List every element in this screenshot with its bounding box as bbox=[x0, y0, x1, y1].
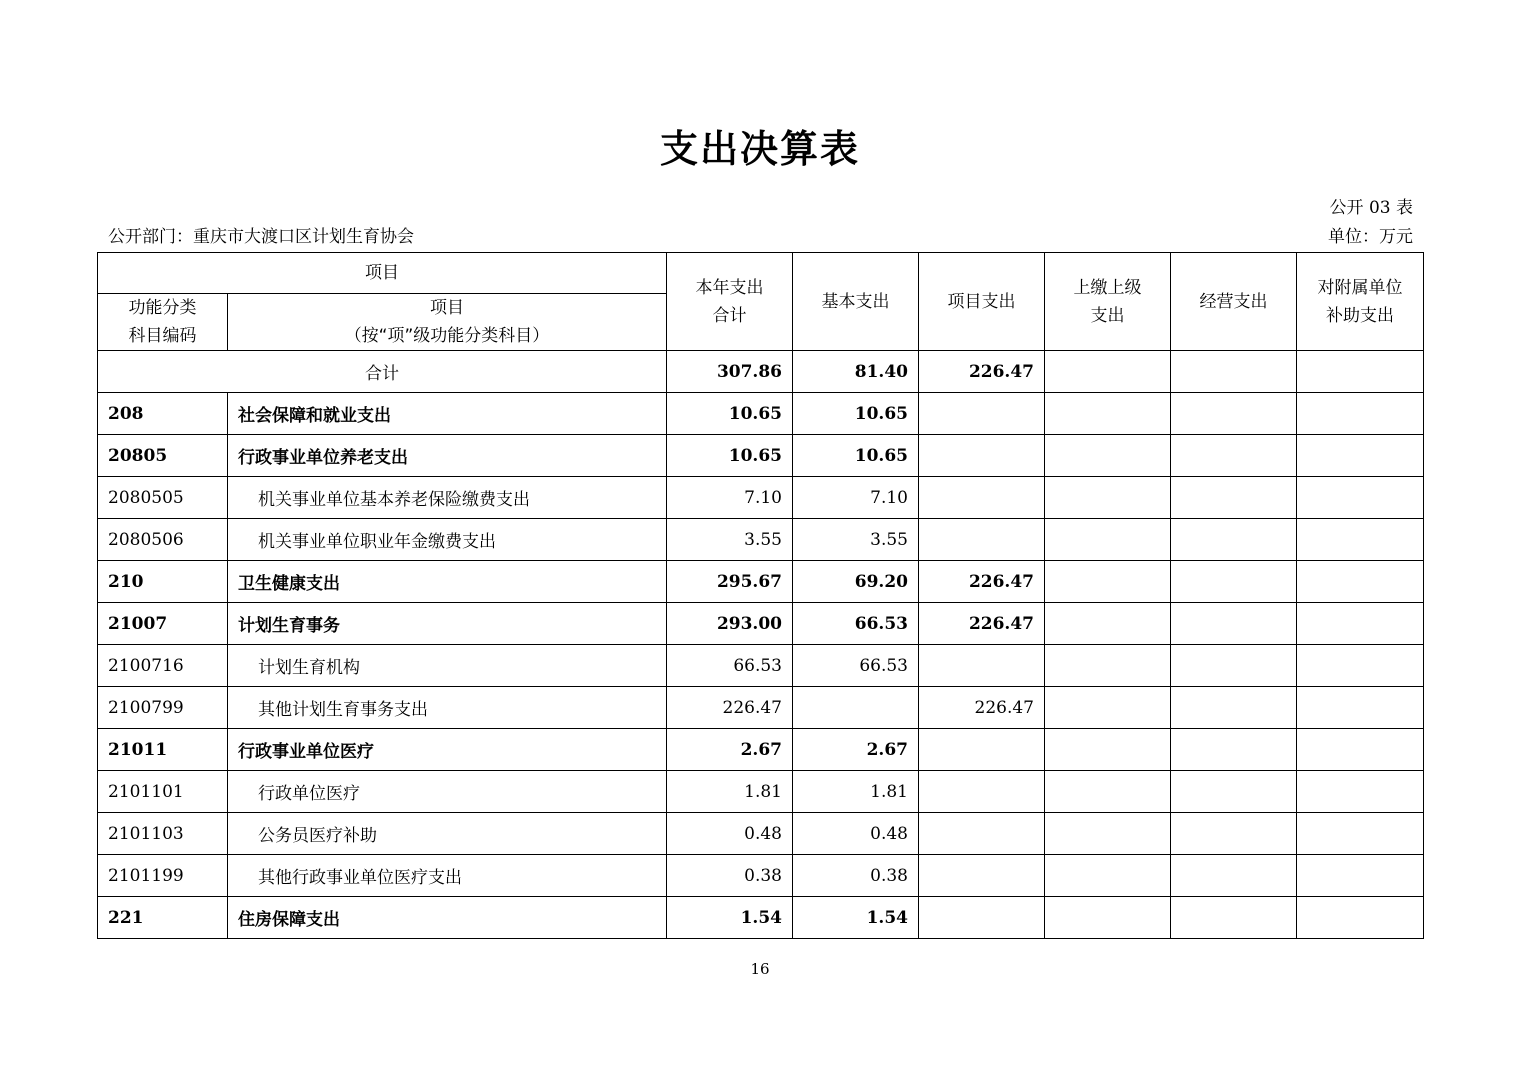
row-business bbox=[1171, 519, 1297, 561]
table-row bbox=[98, 813, 1424, 855]
table-row bbox=[98, 729, 1424, 771]
row-subsidy bbox=[1297, 729, 1424, 771]
row-business bbox=[1171, 561, 1297, 603]
row-superior bbox=[1045, 729, 1171, 771]
row-name: 行政单位医疗 bbox=[228, 771, 667, 813]
row-subsidy bbox=[1297, 393, 1424, 435]
row-basic: 66.53 bbox=[793, 603, 919, 645]
row-name: 社会保障和就业支出 bbox=[228, 393, 667, 435]
row-total: 293.00 bbox=[667, 603, 793, 645]
row-subsidy bbox=[1297, 435, 1424, 477]
row-code: 2100716 bbox=[98, 645, 228, 687]
row-business bbox=[1171, 603, 1297, 645]
row-project bbox=[919, 477, 1045, 519]
row-basic: 1.54 bbox=[793, 897, 919, 939]
row-total: 3.55 bbox=[667, 519, 793, 561]
row-total: 0.48 bbox=[667, 813, 793, 855]
page-title: 支出决算表 bbox=[659, 127, 860, 171]
total-row bbox=[98, 351, 1424, 393]
total-subsidy bbox=[1297, 351, 1424, 393]
row-subsidy bbox=[1297, 645, 1424, 687]
row-name: 机关事业单位基本养老保险缴费支出 bbox=[228, 477, 667, 519]
row-subsidy bbox=[1297, 813, 1424, 855]
table-row bbox=[98, 603, 1424, 645]
row-code: 2080505 bbox=[98, 477, 228, 519]
row-business bbox=[1171, 813, 1297, 855]
table-row bbox=[98, 687, 1424, 729]
header-subsidy: 对附属单位 补助支出 bbox=[1297, 253, 1424, 351]
row-subsidy bbox=[1297, 687, 1424, 729]
row-subsidy bbox=[1297, 561, 1424, 603]
row-business bbox=[1171, 393, 1297, 435]
row-name: 卫生健康支出 bbox=[228, 561, 667, 603]
row-business bbox=[1171, 477, 1297, 519]
row-project bbox=[919, 771, 1045, 813]
row-superior bbox=[1045, 687, 1171, 729]
row-total: 1.54 bbox=[667, 897, 793, 939]
row-code: 21007 bbox=[98, 603, 228, 645]
row-total: 1.81 bbox=[667, 771, 793, 813]
row-basic: 69.20 bbox=[793, 561, 919, 603]
table-row bbox=[98, 435, 1424, 477]
header-total: 本年支出 合计 bbox=[667, 253, 793, 351]
row-code: 221 bbox=[98, 897, 228, 939]
row-basic: 10.65 bbox=[793, 393, 919, 435]
total-project: 226.47 bbox=[919, 351, 1045, 393]
row-project bbox=[919, 897, 1045, 939]
row-superior bbox=[1045, 477, 1171, 519]
row-total: 7.10 bbox=[667, 477, 793, 519]
row-subsidy bbox=[1297, 855, 1424, 897]
table-row bbox=[98, 771, 1424, 813]
row-code: 2101101 bbox=[98, 771, 228, 813]
row-name: 行政事业单位养老支出 bbox=[228, 435, 667, 477]
row-total: 295.67 bbox=[667, 561, 793, 603]
row-code: 2100799 bbox=[98, 687, 228, 729]
row-subsidy bbox=[1297, 603, 1424, 645]
row-basic: 0.48 bbox=[793, 813, 919, 855]
table-row bbox=[98, 855, 1424, 897]
row-project: 226.47 bbox=[919, 561, 1045, 603]
row-superior bbox=[1045, 393, 1171, 435]
row-superior bbox=[1045, 603, 1171, 645]
row-code: 2101103 bbox=[98, 813, 228, 855]
row-business bbox=[1171, 729, 1297, 771]
row-superior bbox=[1045, 519, 1171, 561]
row-name: 其他计划生育事务支出 bbox=[228, 687, 667, 729]
row-total: 10.65 bbox=[667, 435, 793, 477]
row-basic: 1.81 bbox=[793, 771, 919, 813]
total-label: 合计 bbox=[98, 351, 667, 393]
row-code: 20805 bbox=[98, 435, 228, 477]
row-business bbox=[1171, 645, 1297, 687]
total-amount: 307.86 bbox=[667, 351, 793, 393]
row-business bbox=[1171, 855, 1297, 897]
row-subsidy bbox=[1297, 477, 1424, 519]
total-basic: 81.40 bbox=[793, 351, 919, 393]
row-project bbox=[919, 393, 1045, 435]
row-project bbox=[919, 813, 1045, 855]
row-business bbox=[1171, 897, 1297, 939]
row-project bbox=[919, 519, 1045, 561]
header-basic: 基本支出 bbox=[793, 253, 919, 351]
row-subsidy bbox=[1297, 771, 1424, 813]
row-project bbox=[919, 729, 1045, 771]
total-superior bbox=[1045, 351, 1171, 393]
row-code: 2101199 bbox=[98, 855, 228, 897]
table-row bbox=[98, 561, 1424, 603]
total-business bbox=[1171, 351, 1297, 393]
row-superior bbox=[1045, 561, 1171, 603]
row-project: 226.47 bbox=[919, 687, 1045, 729]
row-basic bbox=[793, 687, 919, 729]
row-subsidy bbox=[1297, 897, 1424, 939]
row-code: 208 bbox=[98, 393, 228, 435]
row-total: 10.65 bbox=[667, 393, 793, 435]
row-basic: 0.38 bbox=[793, 855, 919, 897]
row-name: 计划生育机构 bbox=[228, 645, 667, 687]
row-subsidy bbox=[1297, 519, 1424, 561]
row-basic: 66.53 bbox=[793, 645, 919, 687]
header-business: 经营支出 bbox=[1171, 253, 1297, 351]
row-total: 66.53 bbox=[667, 645, 793, 687]
header-code: 功能分类 科目编码 bbox=[98, 294, 228, 351]
row-project bbox=[919, 645, 1045, 687]
row-code: 21011 bbox=[98, 729, 228, 771]
table-row bbox=[98, 645, 1424, 687]
row-name: 机关事业单位职业年金缴费支出 bbox=[228, 519, 667, 561]
row-basic: 2.67 bbox=[793, 729, 919, 771]
header-name: 项目 （按“项”级功能分类科目） bbox=[228, 294, 667, 351]
table-row bbox=[98, 897, 1424, 939]
row-superior bbox=[1045, 771, 1171, 813]
row-total: 226.47 bbox=[667, 687, 793, 729]
row-superior bbox=[1045, 813, 1171, 855]
row-superior bbox=[1045, 645, 1171, 687]
table-row bbox=[98, 519, 1424, 561]
row-superior bbox=[1045, 855, 1171, 897]
row-superior bbox=[1045, 435, 1171, 477]
table-row bbox=[98, 477, 1424, 519]
row-project bbox=[919, 855, 1045, 897]
row-business bbox=[1171, 435, 1297, 477]
row-basic: 10.65 bbox=[793, 435, 919, 477]
row-superior bbox=[1045, 897, 1171, 939]
row-project: 226.47 bbox=[919, 603, 1045, 645]
page-number: 16 bbox=[750, 960, 770, 978]
row-business bbox=[1171, 687, 1297, 729]
header-project-group: 项目 bbox=[98, 253, 667, 294]
form-number: 公开 03 表 bbox=[1329, 198, 1413, 218]
row-total: 0.38 bbox=[667, 855, 793, 897]
department-label: 公开部门：重庆市大渡口区计划生育协会 bbox=[108, 227, 414, 247]
row-code: 2080506 bbox=[98, 519, 228, 561]
row-basic: 3.55 bbox=[793, 519, 919, 561]
row-name: 行政事业单位医疗 bbox=[228, 729, 667, 771]
expenditure-table bbox=[97, 252, 1424, 939]
row-code: 210 bbox=[98, 561, 228, 603]
header-project: 项目支出 bbox=[919, 253, 1045, 351]
row-project bbox=[919, 435, 1045, 477]
row-basic: 7.10 bbox=[793, 477, 919, 519]
unit-label: 单位：万元 bbox=[1328, 227, 1413, 247]
row-business bbox=[1171, 771, 1297, 813]
row-name: 住房保障支出 bbox=[228, 897, 667, 939]
row-total: 2.67 bbox=[667, 729, 793, 771]
table-row bbox=[98, 393, 1424, 435]
row-name: 公务员医疗补助 bbox=[228, 813, 667, 855]
row-name: 计划生育事务 bbox=[228, 603, 667, 645]
row-name: 其他行政事业单位医疗支出 bbox=[228, 855, 667, 897]
header-superior: 上缴上级 支出 bbox=[1045, 253, 1171, 351]
